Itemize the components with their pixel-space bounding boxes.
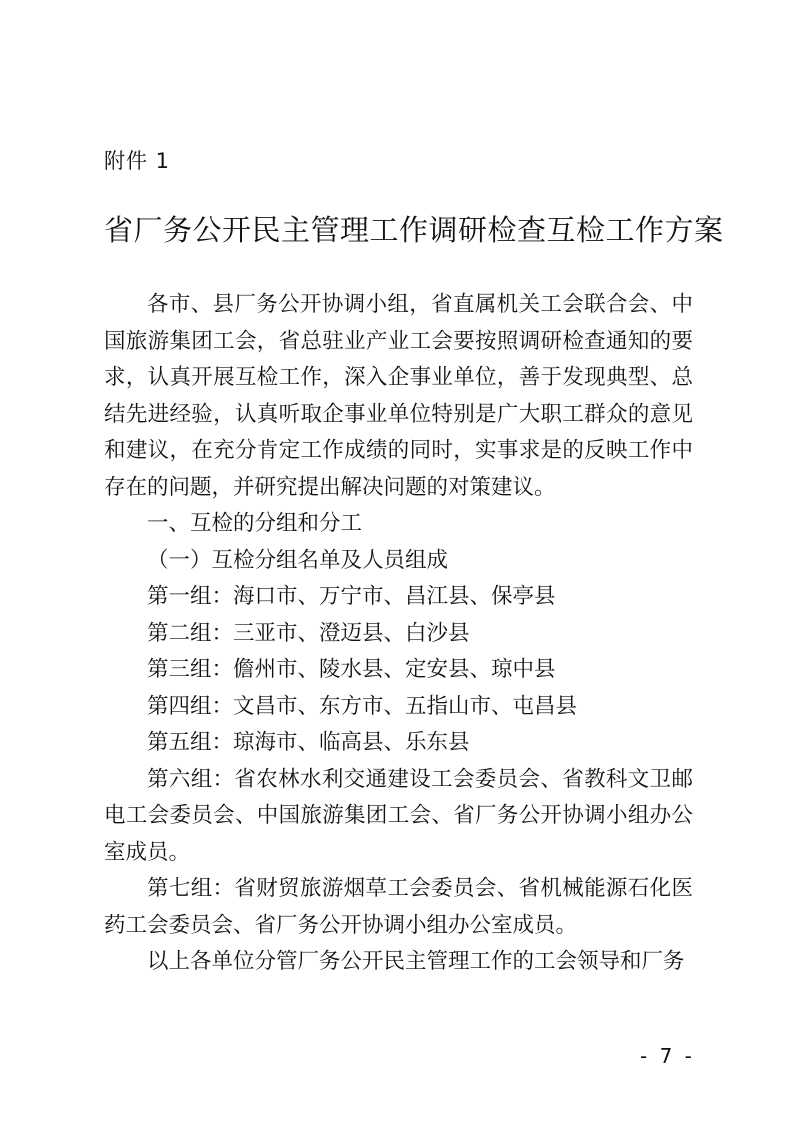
document-body: [104, 287, 693, 981]
document-title: 省厂务公开民主管理工作调研检查互检工作方案: [104, 213, 724, 247]
group-1-line: 第一组：海口市、万宁市、昌江县、保亭县: [147, 584, 556, 609]
group-3-line: 第三组：儋州市、陵水县、定安县、琼中县: [147, 657, 556, 682]
heading-subsection-1: （一）互检分组名单及人员组成: [147, 547, 449, 573]
heading-section-1: 一、互检的分组和分工: [147, 511, 363, 536]
group-6-paragraph: 第六组：省农林水利交通建设工会委员会、省教科文卫邮电工会委员会、中国旅游集团工会、省厂务公开协调小组办公室成员。: [104, 766, 693, 865]
attachment-label: 附件 1: [104, 149, 171, 173]
group-2-line: 第二组：三亚市、澄迈县、白沙县: [147, 620, 470, 646]
closing-paragraph: 以上各单位分管厂务公开民主管理工作的工会领导和厂务: [147, 949, 685, 974]
group-7-paragraph: 第七组：省财贸旅游烟草工会委员会、省机械能源石化医药工会委员会、省厂务公开协调小组办公室成员。: [104, 876, 693, 938]
group-5-line: 第五组：琼海市、临高县、乐东县: [147, 730, 470, 755]
group-4-line: 第四组：文昌市、东方市、五指山市、屯昌县: [147, 693, 578, 719]
page-number: - 7 -: [640, 1044, 695, 1068]
paragraph-intro: 各市、县厂务公开协调小组，省直属机关工会联合会、中国旅游集团工会，省总驻业产业工会要按照调研检查通知的要求，认真开展互检工作，深入企事业单位，善于发现典型、总结先进经验，认真听取企事业单位特别是广大职工群众的意见和建议，在充分肯定工作成绩的同时，实事求是的反映工作中存在的问题，并研究提出解决问题的对策建议。: [104, 292, 693, 500]
